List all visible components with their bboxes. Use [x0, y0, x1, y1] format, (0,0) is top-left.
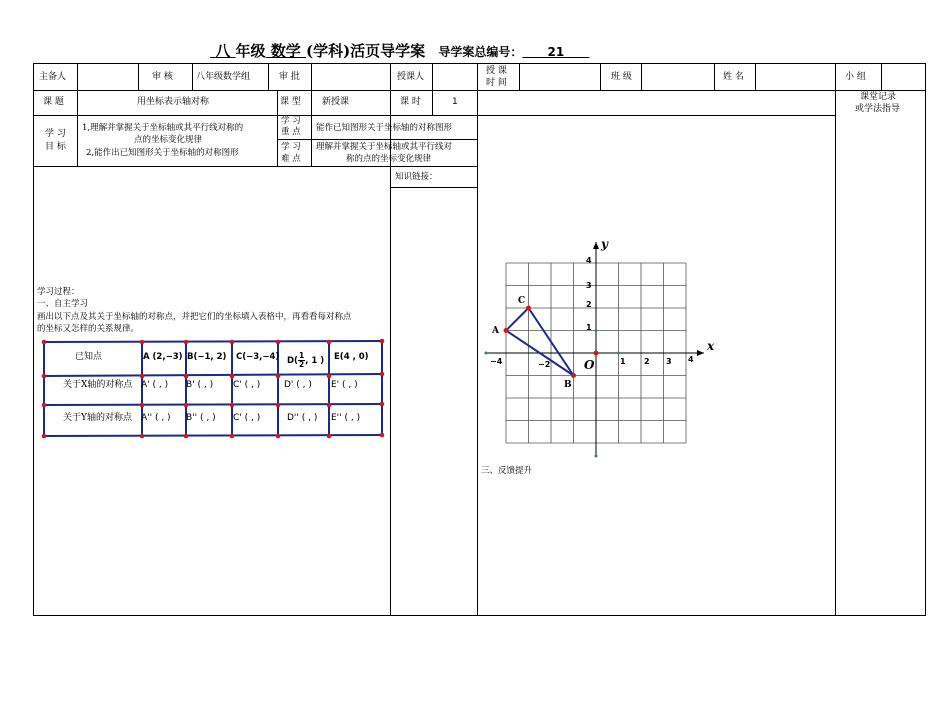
point-c-marker [526, 306, 531, 311]
review-label: 审 核 [152, 72, 173, 82]
point-c-label: C [518, 296, 526, 306]
point-b-marker [571, 373, 576, 378]
key-value: 能作已知图形关于坐标轴的对称图形 [316, 123, 453, 133]
x-tick-neg2: −2 [538, 360, 551, 369]
cell-e: E(4 , 0) [334, 352, 369, 362]
cell-b: B(−1, 2) [187, 352, 227, 362]
origin-label: O [584, 358, 595, 372]
cell-header-x: 关于X轴的对称点 [63, 380, 133, 390]
cell-a1: A' ( , ) [141, 380, 169, 390]
y-axis-label: y [601, 237, 608, 251]
diff-label-1: 学 习 [281, 142, 301, 152]
feedback-heading: 三、反馈提升 [481, 466, 533, 476]
cell-header-y: 关于Y轴的对称点 [63, 413, 132, 423]
topic-label: 课 题 [43, 97, 64, 107]
x-axis-arrow [697, 350, 704, 356]
process-heading: 学习过程： [37, 287, 80, 297]
code-label: 导学案总编号： [438, 45, 523, 59]
cell-d2: D'' ( , ) [287, 413, 318, 423]
instruction-1: 画出以下点及其关于坐标轴的对称点，并把它们的坐标填入表格中，再看看每对称点 [37, 312, 352, 322]
host-label: 主备人 [39, 72, 67, 82]
class-label: 班 级 [611, 72, 632, 82]
record-label-2: 或学法指导 [855, 104, 901, 114]
y-tick-4: 4 [586, 256, 592, 265]
x-tick-3: 3 [666, 357, 672, 366]
section-1-heading: 一、自主学习 [37, 299, 89, 309]
hours-value: 1 [452, 97, 458, 107]
cell-d1: D' ( , ) [284, 380, 312, 390]
cell-d-frac-den: 2 [298, 360, 305, 369]
y-axis-arrow [593, 242, 599, 249]
goal-2: 2,能作出已知图形关于坐标轴的对称图形 [86, 148, 239, 158]
graph-axes [486, 242, 704, 456]
y-tick-2: 2 [586, 300, 592, 309]
approve-label: 审 批 [279, 72, 300, 82]
diff-value-2: 称的点的坐标变化规律 [346, 154, 432, 164]
x-tick-2: 2 [644, 357, 650, 366]
cell-d-frac-num: 1 [298, 351, 305, 360]
cell-e2: E'' ( , ) [331, 413, 361, 423]
coordinate-graph [478, 230, 718, 462]
group-label: 小 组 [845, 72, 866, 82]
type-label: 课 型 [280, 97, 301, 107]
origin-marker [594, 351, 599, 356]
x-tick-4: 4 [688, 355, 694, 364]
record-label-1: 课堂记录 [860, 92, 897, 102]
hours-label: 课 时 [400, 97, 421, 107]
review-value: 八年级数学组 [196, 72, 251, 82]
code-value: 21 [547, 45, 565, 59]
point-a-label: A [492, 326, 499, 336]
diff-value-1: 理解并掌握关于坐标轴或其平行线对 [316, 142, 453, 152]
cell-a2: A'' ( , ) [141, 413, 171, 423]
cell-e1: E' ( , ) [331, 380, 358, 390]
point-b-label: B [564, 380, 572, 390]
x-axis-label: x [707, 339, 715, 353]
time-label-2: 时 间 [486, 78, 507, 88]
cell-c: C(−3,−4) [236, 352, 280, 362]
diff-label-2: 难 点 [281, 154, 301, 164]
goal-1a: 1,理解并掌握关于坐标轴或其平行线对称的 [82, 123, 244, 133]
teacher-label: 授课人 [397, 72, 425, 82]
x-tick-neg4: −4 [490, 357, 503, 366]
goal-1b: 点的坐标变化规律 [134, 135, 203, 145]
cell-c1: C' ( , ) [233, 380, 261, 390]
topic-value: 用坐标表示轴对称 [137, 97, 210, 107]
name-label: 姓 名 [723, 72, 744, 82]
page-title: 八 年级 数学 (学科)活页导学案 导学案总编号： 21 [215, 42, 565, 60]
x-tick-1: 1 [620, 357, 626, 366]
goal-label-1: 学 习 [45, 129, 66, 139]
cell-header-known: 已知点 [75, 352, 103, 362]
point-a-marker [504, 328, 509, 333]
y-tick-3: 3 [586, 281, 592, 290]
cell-a: A (2,−3) [143, 352, 183, 362]
cell-c2: C' ( , ) [233, 413, 261, 423]
goal-label-2: 目 标 [45, 142, 66, 152]
y-tick-1: 1 [586, 323, 592, 332]
key-label-2: 重 点 [281, 127, 301, 137]
key-label-1: 学 习 [281, 116, 301, 126]
instruction-2: 的坐标又怎样的关系规律。 [37, 324, 140, 334]
knowledge-label: 知识链接： [395, 172, 438, 182]
cell-b2: B'' ( , ) [186, 413, 216, 423]
cell-d: D( $\frac{1}{2}$ , 1 ) [287, 351, 325, 369]
time-label-1: 授 课 [486, 66, 507, 76]
type-value: 新授课 [322, 97, 350, 107]
cell-b1: B' ( , ) [186, 380, 214, 390]
